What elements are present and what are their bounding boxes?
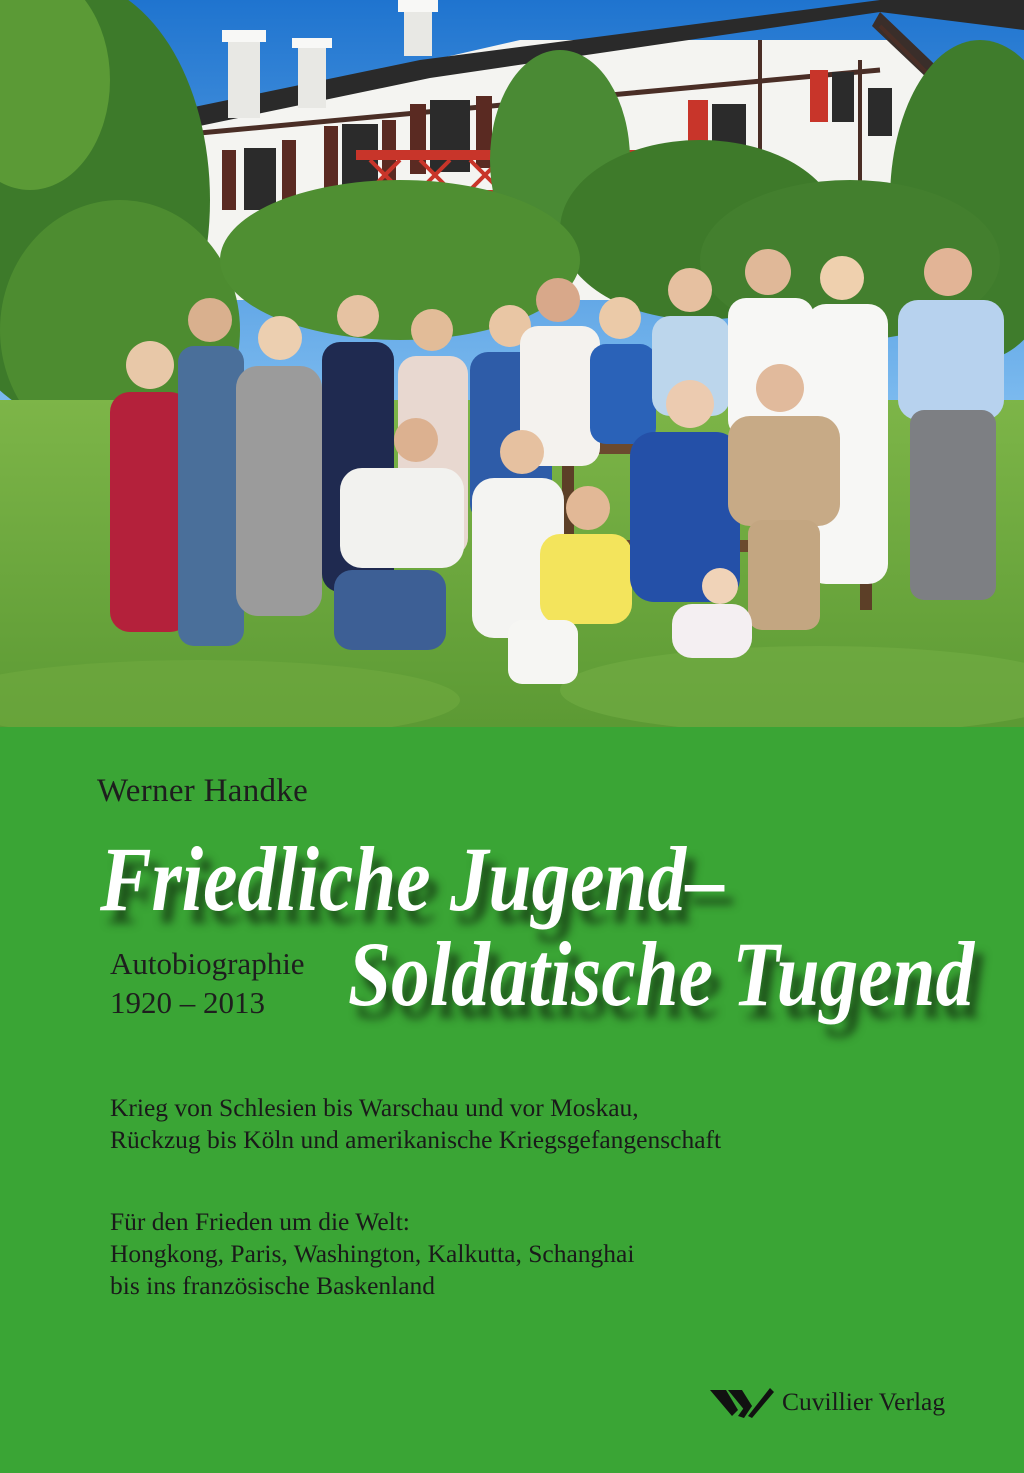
publisher <box>708 1382 945 1422</box>
subtitle <box>110 944 305 1022</box>
description-line: Rückzug bis Köln und amerikanische Kriegsgefangenschaft <box>110 1125 722 1154</box>
description-line: Hongkong, Paris, Washington, Kalkutta, Schanghai <box>110 1239 635 1268</box>
description-line: Für den Frieden um die Welt: <box>110 1207 410 1236</box>
title-line-1: Friedliche Jugend– <box>100 828 725 930</box>
title-line-2: Soldatische Tugend <box>348 923 975 1025</box>
description-line: bis ins französische Baskenland <box>110 1271 436 1300</box>
subtitle-years: 1920 – 2013 <box>110 985 265 1020</box>
author-name: Werner Handke <box>97 773 309 809</box>
subtitle-genre: Autobiographie <box>110 946 305 981</box>
description-peace <box>110 1206 634 1302</box>
cover-photo <box>0 0 1024 727</box>
description-line: Krieg von Schlesien bis Warschau und vor Moskau, <box>110 1093 639 1122</box>
family-group-photo-icon <box>0 0 1024 727</box>
cuvillier-logo-icon <box>708 1382 774 1422</box>
publisher-name: Cuvillier Verlag <box>782 1387 946 1416</box>
description-war <box>110 1092 721 1156</box>
